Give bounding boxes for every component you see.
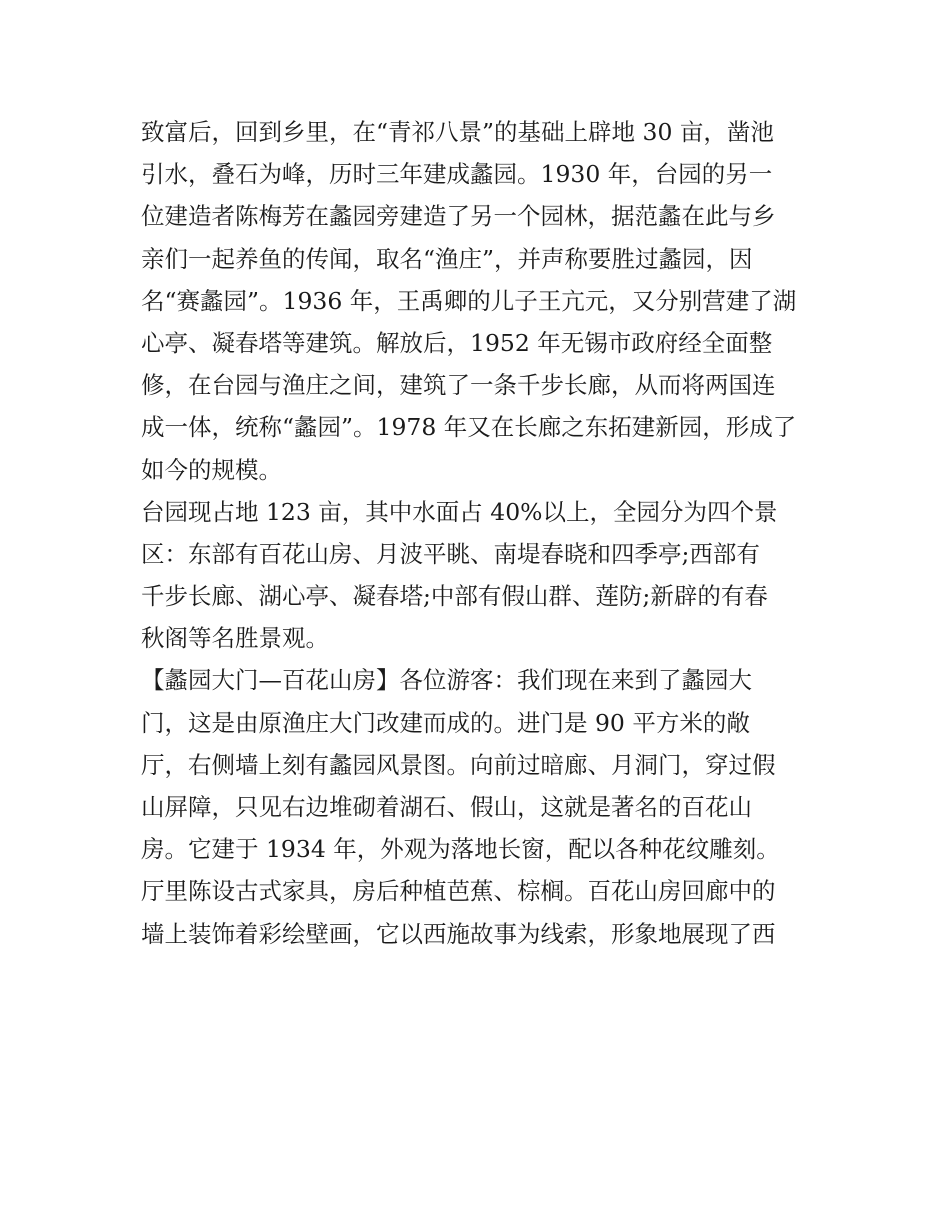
text-line: 区：东部有百花山房、月波平眺、南堤春晓和四季亭;西部有 [141, 539, 760, 568]
text-line: 厅，右侧墙上刻有蠡园风景图。向前过暗廊、月洞门，穿过假 [141, 750, 776, 779]
text-line: 如今的规模。 [141, 455, 282, 484]
text-line: 千步长廊、湖心亭、凝春塔;中部有假山群、莲防;新辟的有春 [141, 582, 768, 611]
text-line: 厅里陈设古式家具，房后种植芭蕉、棕榈。百花山房回廊中的 [141, 877, 776, 906]
text-line: 【蠡园大门—百花山房】各位游客：我们现在来到了蠡园大 [141, 666, 752, 695]
text-line: 心亭、凝春塔等建筑。解放后，1952 年无锡市政府经全面整 [141, 328, 773, 357]
text-line: 名“赛蠡园”。1936 年，王禹卿的儿子王亢元，又分别营建了湖 [141, 286, 797, 315]
text-line: 台园现占地 123 亩，其中水面占 40%以上，全园分为四个景 [141, 497, 778, 526]
text-line: 秋阁等名胜景观。 [141, 624, 329, 653]
text-line: 亲们一起养鱼的传闻，取名“渔庄”，并声称要胜过蠡园，因 [141, 244, 753, 273]
text-line: 引水，叠石为峰，历时三年建成蠡园。1930 年，台园的另一 [141, 160, 773, 189]
text-line: 修，在台园与渔庄之间，建筑了一条千步长廊，从而将两国连 [141, 371, 776, 400]
text-line: 房。它建于 1934 年，外观为落地长窗，配以各种花纹雕刻。 [141, 835, 780, 864]
text-line: 山屏障，只见右边堆砌着湖石、假山，这就是著名的百花山 [141, 793, 752, 821]
body-text [141, 111, 821, 955]
text-line: 成一体，统称“蠡园”。1978 年又在长廊之东拓建新园，形成了 [141, 413, 797, 442]
text-line: 墙上装饰着彩绘壁画，它以西施故事为线索，形象地展现了西 [141, 919, 776, 948]
text-line: 位建造者陈梅芳在蠡园旁建造了另一个园林，据范蠡在此与乡 [141, 202, 776, 231]
text-line: 门，这是由原渔庄大门改建而成的。进门是 90 平方米的敞 [141, 708, 750, 737]
text-line: 致富后，回到乡里，在“青祁八景”的基础上辟地 30 亩，凿池 [141, 118, 774, 146]
